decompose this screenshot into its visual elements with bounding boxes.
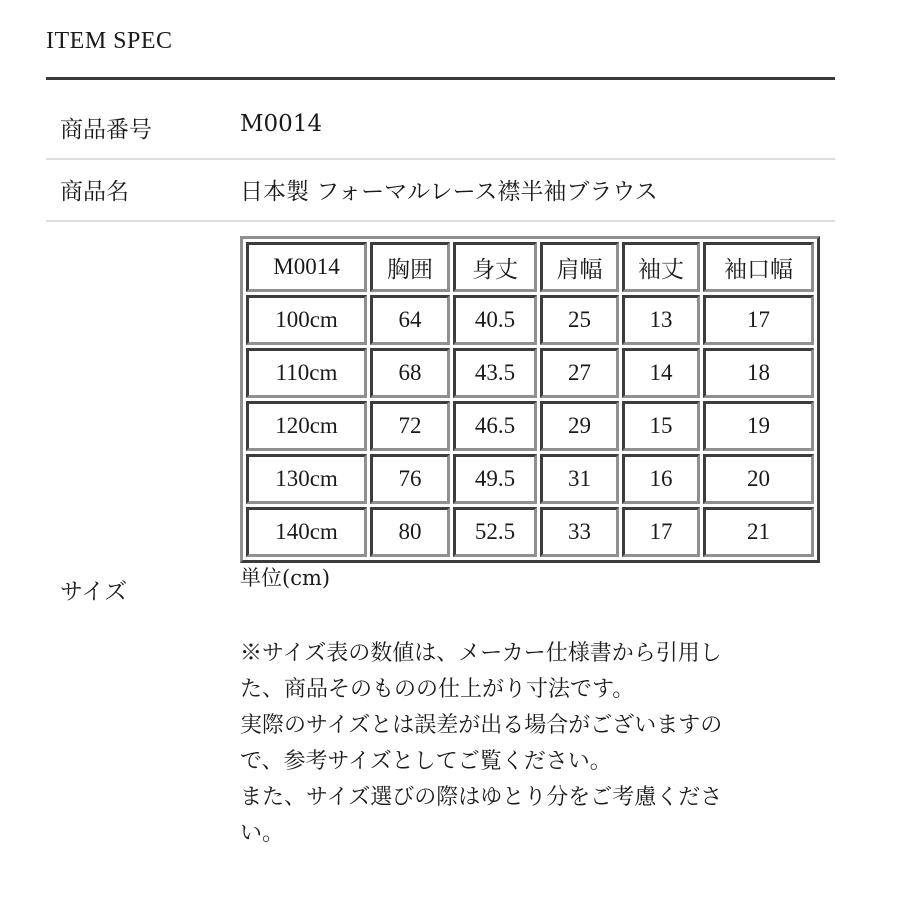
measurement-cell: 20 bbox=[703, 454, 814, 504]
measurement-cell: 31 bbox=[540, 454, 619, 504]
heading-divider bbox=[46, 77, 835, 80]
unit-label: 単位(cm) bbox=[240, 566, 331, 590]
product-number-label: 商品番号 bbox=[60, 117, 152, 143]
measurement-cell: 15 bbox=[622, 401, 700, 451]
product-name-value: 日本製 フォーマルレース襟半袖ブラウス bbox=[240, 179, 658, 205]
table-header-row bbox=[246, 242, 814, 292]
row-divider bbox=[46, 158, 835, 160]
measurement-cell: 52.5 bbox=[453, 507, 537, 557]
size-cell: 100cm bbox=[246, 295, 367, 345]
measurement-cell: 21 bbox=[703, 507, 814, 557]
measurement-cell: 14 bbox=[622, 348, 700, 398]
measurement-cell: 40.5 bbox=[453, 295, 537, 345]
measurement-cell: 16 bbox=[622, 454, 700, 504]
measurement-cell: 27 bbox=[540, 348, 619, 398]
measurement-cell: 13 bbox=[622, 295, 700, 345]
measurement-cell: 68 bbox=[370, 348, 450, 398]
note-line: で、参考サイズとしてご覧ください。 bbox=[240, 749, 612, 774]
table-header-cell: 胸囲 bbox=[370, 242, 450, 292]
table-row bbox=[246, 454, 814, 504]
measurement-cell: 72 bbox=[370, 401, 450, 451]
measurement-cell: 17 bbox=[622, 507, 700, 557]
measurement-cell: 18 bbox=[703, 348, 814, 398]
measurement-cell: 19 bbox=[703, 401, 814, 451]
size-cell: 120cm bbox=[246, 401, 367, 451]
note-line: い。 bbox=[240, 821, 285, 846]
note-line: た、商品そのものの仕上がり寸法です。 bbox=[240, 677, 635, 702]
size-cell: 110cm bbox=[246, 348, 367, 398]
note-line: 実際のサイズとは誤差が出る場合がございますの bbox=[240, 713, 723, 738]
measurement-cell: 43.5 bbox=[453, 348, 537, 398]
size-cell: 130cm bbox=[246, 454, 367, 504]
row-divider bbox=[46, 220, 835, 222]
table-row bbox=[246, 401, 814, 451]
size-cell: 140cm bbox=[246, 507, 367, 557]
table-header-cell: 袖口幅 bbox=[703, 242, 814, 292]
size-note bbox=[240, 636, 800, 852]
table-row bbox=[246, 295, 814, 345]
size-table bbox=[240, 236, 820, 563]
measurement-cell: 64 bbox=[370, 295, 450, 345]
measurement-cell: 33 bbox=[540, 507, 619, 557]
measurement-cell: 49.5 bbox=[453, 454, 537, 504]
note-line: ※サイズ表の数値は、メーカー仕様書から引用し bbox=[240, 641, 722, 666]
table-header-cell: M0014 bbox=[246, 242, 367, 292]
size-label: サイズ bbox=[60, 579, 128, 605]
measurement-cell: 46.5 bbox=[453, 401, 537, 451]
table-row bbox=[246, 507, 814, 557]
note-line: また、サイズ選びの際はゆとり分をご考慮くださ bbox=[240, 785, 723, 810]
measurement-cell: 25 bbox=[540, 295, 619, 345]
measurement-cell: 29 bbox=[540, 401, 619, 451]
table-header-cell: 肩幅 bbox=[540, 242, 619, 292]
table-header-cell: 袖丈 bbox=[622, 242, 700, 292]
product-number-value: M0014 bbox=[240, 111, 323, 137]
measurement-cell: 80 bbox=[370, 507, 450, 557]
measurement-cell: 76 bbox=[370, 454, 450, 504]
table-header-cell: 身丈 bbox=[453, 242, 537, 292]
item-spec-heading: ITEM SPEC bbox=[46, 28, 173, 54]
table-row bbox=[246, 348, 814, 398]
product-name-label: 商品名 bbox=[60, 179, 129, 205]
measurement-cell: 17 bbox=[703, 295, 814, 345]
